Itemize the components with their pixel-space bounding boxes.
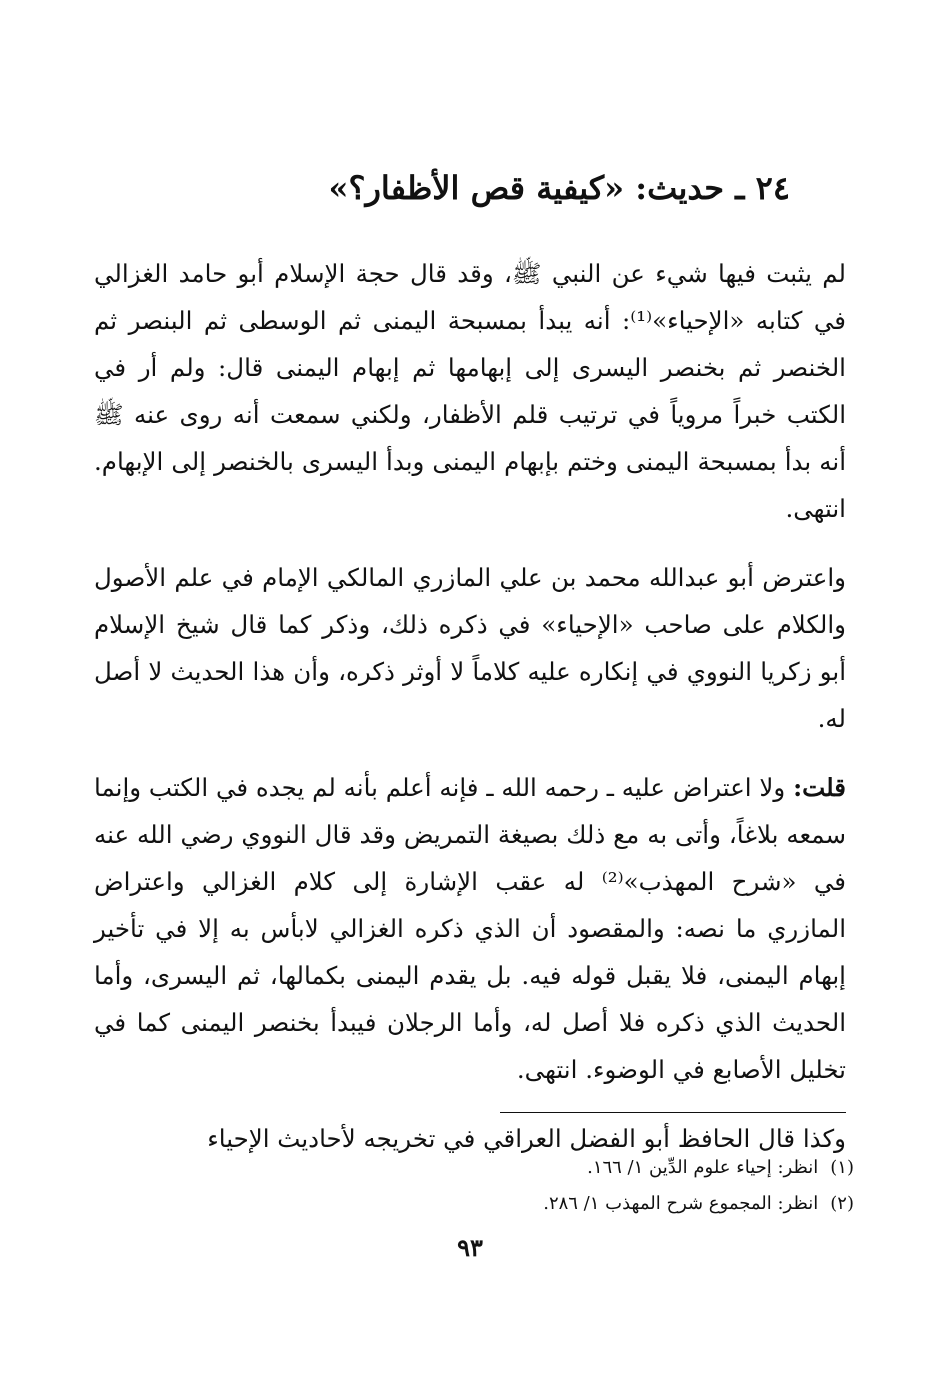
footnote-1 [254, 1150, 854, 1186]
paragraph-text: واعترض أبو عبدالله محمد بن علي المازري المالكي الإمام في علم الأصول والكلام على صاحب «الإحياء» في ذكره ذلك، وذكر كما قال شيخ الإسلام أبو زكريا النووي في إنكاره عليه كلاماً لا أوثر ذكره، وأن هذا الحديث لا أصل له. [94, 563, 846, 733]
footnote-divider [500, 1112, 846, 1113]
paragraph-1 [94, 250, 846, 532]
paragraph-text: وكذا قال الحافظ أبو الفضل العراقي في تخريجه لأحاديث الإحياء [207, 1124, 846, 1153]
footnote-2 [254, 1186, 854, 1222]
footnote-text: انظر: المجموع شرح المهذب ١/ ٢٨٦. [543, 1193, 819, 1214]
paragraph-lead: قلت: [793, 773, 846, 802]
footnote-number: (١) [830, 1157, 854, 1178]
section-heading: ٢٤ ـ حديث: «كيفية قص الأظفار؟» [328, 169, 790, 207]
footnotes [254, 1150, 854, 1222]
page-number: ٩٣ [457, 1233, 483, 1262]
footnote-number: (٢) [830, 1193, 854, 1214]
paragraph-2 [94, 554, 846, 742]
paragraph-text: لم يثبت فيها شيء عن النبي ﷺ، وقد قال حجة الإسلام أبو حامد الغزالي في كتابه «الإحياء»⁽¹⁾: أنه يبدأ بمسبحة اليمنى ثم الوسطى ثم البنصر ثم الخنصر ثم بخنصر اليسرى إلى إبهامها ثم إبهام اليمنى قال: ولم أر في الكتب خبراً مروياً في ترتيب قلم الأظفار، ولكني سمعت أنه روى عنه ﷺ أنه بدأ بمسبحة اليمنى وختم بإبهام اليمنى وبدأ اليسرى بالخنصر إلى الإبهام. انتهى. [94, 259, 847, 523]
body-text [94, 250, 846, 1184]
footnote-text: انظر: إحياء علوم الدِّين ١/ ١٦٦. [587, 1157, 819, 1178]
paragraph-3 [94, 764, 846, 1093]
paragraph-text: ولا اعتراض عليه ـ رحمه الله ـ فإنه أعلم بأنه لم يجده في الكتب وإنما سمعه بلاغاً، وأتى به مع ذلك بصيغة التمريض وقد قال النووي رضي الله عنه في «شرح المهذب»⁽²⁾ له عقب الإشارة إلى كلام الغزالي واعتراض المازري ما نصه: والمقصود أن الذي ذكره الغزالي لابأس به إلا في تأخير إبهام اليمنى، فلا يقبل قوله فيه. بل يقدم اليمنى بكمالها، ثم اليسرى، وأما الحديث الذي ذكره فلا أصل له، وأما الرجلان فيبدأ بخنصر اليمنى كما في تخليل الأصابع في الوضوء. انتهى. [94, 773, 846, 1084]
